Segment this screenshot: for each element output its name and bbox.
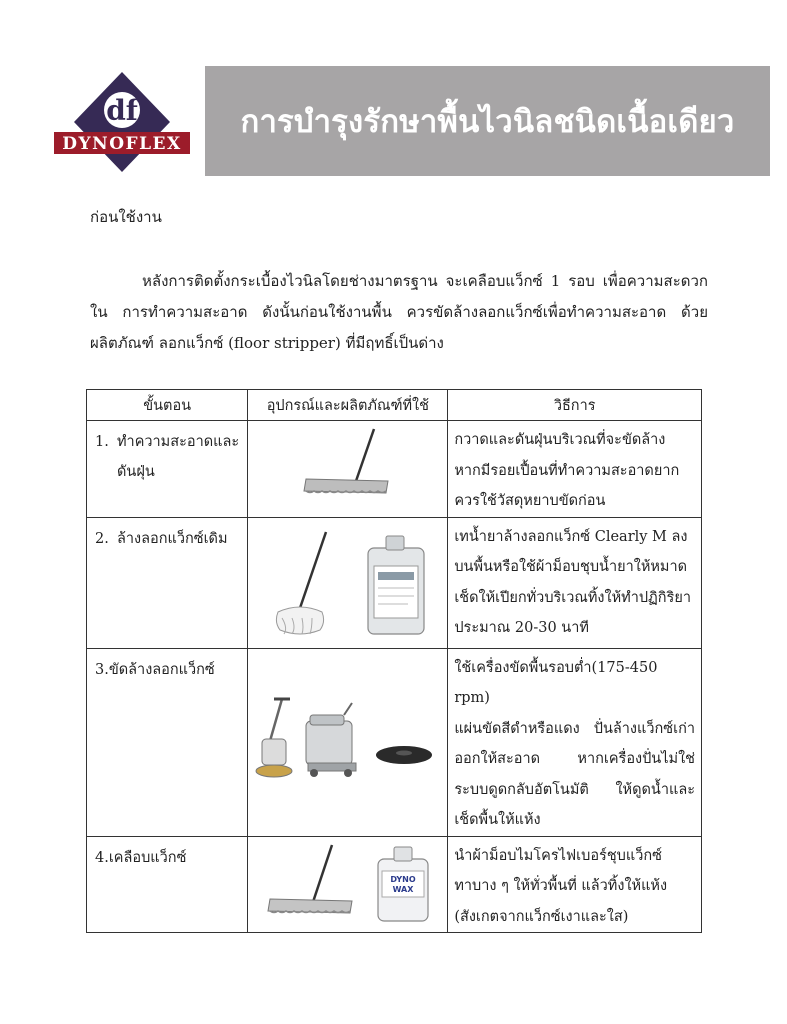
equipment-cell xyxy=(248,648,448,836)
table-row xyxy=(87,517,702,648)
method-line: ระบบดูดกลับอัตโนมัติ ให้ดูดน้ำและ xyxy=(454,781,695,798)
logo-monogram: df xyxy=(106,94,138,127)
table-row xyxy=(87,648,702,836)
table-row xyxy=(87,836,702,933)
method-line: บนพื้นหรือใช้ผ้าม็อบชุบน้ำยาให้หมาด xyxy=(454,559,688,575)
method-line: ประมาณ 20-30 นาที xyxy=(454,620,589,636)
step-title-line: ดันฝุ่น xyxy=(117,464,155,480)
wax-bottle-label-top: DYNO xyxy=(390,874,417,884)
wet-mop-and-stripper-bottle-icon xyxy=(248,518,447,647)
step-title-line: ล้างลอกแว็กซ์เดิม xyxy=(117,530,228,547)
equipment-cell xyxy=(248,836,448,933)
method-line: กวาดและดันฝุ่นบริเวณที่จะขัดล้าง xyxy=(454,432,666,448)
microfiber-mop-and-wax-bottle-icon xyxy=(248,837,447,928)
header-equipment: อุปกรณ์และผลิตภัณฑ์ที่ใช้ xyxy=(248,390,448,421)
equipment-cell xyxy=(248,517,448,648)
step-cell xyxy=(87,648,248,836)
method-line: ใช้เครื่องขัดพื้นรอบต่ำ(175-450 rpm) xyxy=(454,659,658,706)
intro-paragraph xyxy=(90,266,708,359)
method-line: ควรใช้วัสดุหยาบขัดก่อน xyxy=(454,493,606,509)
header-step: ขั้นตอน xyxy=(87,390,248,421)
step-cell xyxy=(87,517,248,648)
wax-bottle-label-bottom: WAX xyxy=(392,884,414,894)
floor-machines-and-pad-icon xyxy=(248,649,447,804)
equipment-cell xyxy=(248,421,448,518)
method-cell xyxy=(448,421,702,518)
step-number: 3. xyxy=(95,661,109,678)
procedure-table xyxy=(86,389,702,933)
step-number: 2. xyxy=(95,530,109,547)
method-line: เทน้ำยาล้างลอกแว็กซ์ Clearly M ลง xyxy=(454,528,688,545)
section-label: ก่อนใช้งาน xyxy=(90,208,162,226)
step-number: 4. xyxy=(95,849,109,866)
dynoflex-logo xyxy=(52,70,192,180)
method-line: เช็ดให้เปียกทั่วบริเวณทิ้งให้ทำปฏิกิริยา xyxy=(454,589,691,606)
step-title-line: เคลือบแว็กซ์ xyxy=(108,849,187,866)
table-header-row xyxy=(87,390,702,421)
step-title-line: ทำความสะอาดและ xyxy=(117,434,240,450)
method-cell xyxy=(448,836,702,933)
intro-line-1: หลังการติดตั้งกระเบื้องไวนิลโดยช่างมาตรฐาน จะเคลือบแว็กซ์ 1 รอบ เพื่อความสะดวก ใน xyxy=(90,272,708,321)
intro-line-2: การทำความสะอาด ดังนั้นก่อนใช้งานพื้น ควรขัดล้างลอกแว็กซ์เพื่อทำความสะอาด ด้วยผลิตภัณฑ์ xyxy=(90,303,708,352)
method-line: (สังเกตจากแว็กซ์เงาและใส) xyxy=(454,908,629,925)
method-line: นำผ้าม็อบไมโครไฟเบอร์ชุบแว็กซ์ xyxy=(454,847,662,864)
page-title: การบำรุงรักษาพื้นไวนิลชนิดเนื้อเดียว xyxy=(240,104,735,140)
logo-wordmark: DYNOFLEX xyxy=(62,134,182,154)
title-banner xyxy=(205,66,770,176)
dust-mop-icon xyxy=(248,421,447,511)
dynoflex-logo-mark xyxy=(52,70,192,180)
method-line: แผ่นขัดสีดำหรือแดง ปั่นล้างแว็กซ์เก่า xyxy=(454,720,695,737)
step-cell xyxy=(87,421,248,518)
step-cell xyxy=(87,836,248,933)
method-line: หากมีรอยเปื้อนที่ทำความสะอาดยาก xyxy=(454,462,680,479)
method-line: ทาบาง ๆ ให้ทั่วพื้นที่ แล้วทิ้งให้แห้ง xyxy=(454,878,668,894)
step-number: 1. xyxy=(95,434,109,450)
method-cell xyxy=(448,517,702,648)
header-method: วิธีการ xyxy=(448,390,702,421)
method-line: เช็ดพื้นให้แห้ง xyxy=(454,812,541,828)
method-line: ออกให้สะอาด หากเครื่องปั่นไม่ใช่ xyxy=(454,751,695,767)
method-cell xyxy=(448,648,702,836)
step-title-line: ขัดล้างลอกแว็กซ์ xyxy=(108,661,215,678)
intro-line-3: ลอกแว็กซ์ (floor stripper) ที่มีฤทธิ์เป็นด่าง xyxy=(158,334,444,352)
table-row xyxy=(87,421,702,518)
